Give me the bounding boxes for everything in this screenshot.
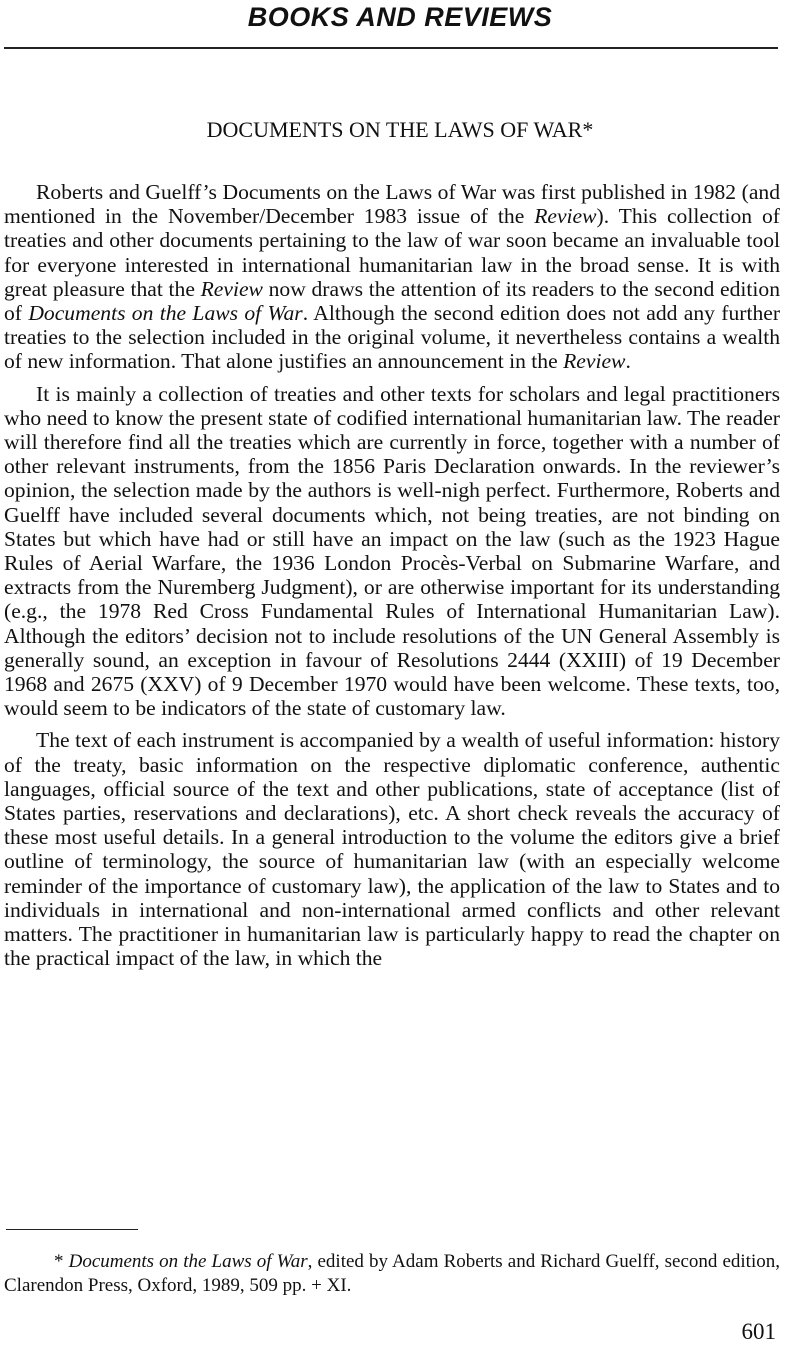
article-body [4,180,780,979]
text-run: now draws the attention of its readers to the second edition of [4,276,780,326]
footnote-divider [6,1229,138,1230]
paragraph-1 [4,180,780,374]
italic-run: Documents on the Laws of War [28,301,303,326]
footnote-text: , edited by Adam Roberts and Richard Guelff, second edition, Clarendon Press, Oxford, 1989, 509 pp. + XI. [4,1251,780,1296]
footnote-book-title: Documents on the Laws of War [68,1251,308,1272]
italic-run: Review [534,204,597,229]
article-title: DOCUMENTS ON THE LAWS OF WAR* [206,117,594,142]
section-header: BOOKS AND REVIEWS [247,2,553,32]
footnote-marker: * [54,1251,69,1272]
header-divider [4,47,778,49]
text-run: . [625,349,631,374]
footnote [4,1250,780,1298]
paragraph-2: It is mainly a collection of treaties and other texts for scholars and legal practitioners who need to know the present state of codified international humanitarian law. The reader will therefore find all the treaties which are currently in force, together with a number of other relevant instruments, from the 1856 Paris Declaration onwards. In the reviewer’s opinion, the selection made by the authors is well-nigh perfect. Furthermore, Roberts and Guelff have included several documents which, not being treaties, are not binding on States but which have had or still have an impact on the law (such as the 1923 Hague Rules of Aerial Warfare, the 1936 London Procès-Verbal on Submarine Warfare, and extracts from the Nuremberg Judgment), or are otherwise important for its understanding (e.g., the 1978 Red Cross Fundamental Rules of International Humanitarian Law). Although the editors’ decision not to include resolutions of the UN General Assembly is generally sound, an exception in favour of Resolutions 2444 (XXIII) of 19 December 1968 and 2675 (XXV) of 9 December 1970 would have been welcome. These texts, too, would seem to be indicators of the state of customary law. [4,381,780,721]
text-run: . Although the second edition does not add any further treaties to the selection included in the original volume, it nevertheless contains a wealth of new information. That alone justifies an announcement in the [4,301,781,374]
italic-run: Review [563,349,626,374]
paragraph-3: The text of each instrument is accompanied by a wealth of useful information: history of the treaty, basic information on the respective diplomatic conference, authentic languages, official source of the text and other publications, state of acceptance (list of States parties, reservations and declarations), etc. A short check reveals the accuracy of these most useful details. In a general introduction to the volume the editors give a brief outline of terminology, the source of humanitarian law (with an especially welcome reminder of the importance of customary law), the application of the law to States and to individuals in international and non-international armed conflicts and other relevant matters. The practitioner in humanitarian law is particularly happy to read the chapter on the practical impact of the law, in which the [4,728,780,971]
text-run: ). This collection of treaties and other documents pertaining to the law of war soon became an invaluable tool for everyone interested in international humanitarian law in the broad sense. It is with great pleasure that the [4,204,780,301]
italic-run: Review [200,276,263,301]
text-run: Roberts and Guelff’s Documents on the Laws of War was first published in 1982 (and mentioned in the November/December 1983 issue of the [4,180,780,229]
page-number: 601 [741,1319,776,1344]
